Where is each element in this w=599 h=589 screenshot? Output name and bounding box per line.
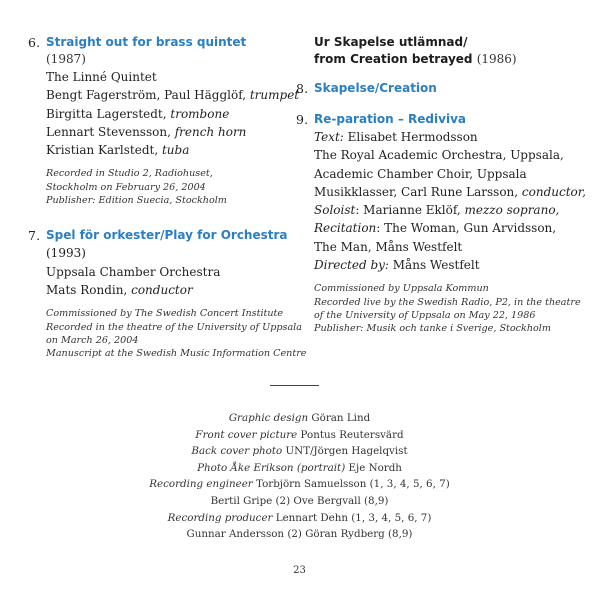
recording-note: Stockholm on February 26, 2004 (46, 181, 206, 193)
work-title-line-2: from Creation betrayed (1986) (314, 52, 517, 66)
conductor: Mats Rondin, conductor (46, 282, 193, 297)
recording-note: Recorded live by the Swedish Radio, P2, in the theatre (314, 296, 581, 308)
track-7 (28, 227, 307, 360)
recording-note: of the University of Uppsala on May 22, 1986 (314, 309, 536, 321)
credit-line: Graphic design Göran Lind (228, 412, 371, 424)
track-number: 7. (28, 228, 41, 244)
credit-line: Recording engineer Torbjörn Samuelsson (1, 3, 4, 5, 6, 7) (149, 478, 450, 491)
performer: Birgitta Lagerstedt, trombone (46, 106, 230, 121)
track-year: (1993) (46, 246, 86, 261)
divider (270, 385, 319, 386)
recording-note: Recorded in Studio 2, Radiohuset, (46, 168, 213, 180)
recitation-credit: Recitation: The Woman, Gun Arvidsson, (314, 221, 557, 236)
performer: Lennart Stevensson, french horn (46, 124, 247, 139)
track-6 (28, 34, 300, 207)
track-8 (296, 80, 586, 97)
credit-line: Front cover picture Pontus Reutersvärd (195, 428, 404, 441)
track-title: Skapelse/Creation (314, 81, 437, 95)
orchestra-line: Musikklasser, Carl Rune Larsson, conductor, (314, 184, 586, 199)
recording-note: Commissioned by Uppsala Kommun (314, 283, 489, 295)
recording-note: Publisher: Musik och tanke i Sverige, Stockholm (314, 323, 551, 335)
credit-line: Recording producer Lennart Dehn (1, 3, 4, 5, 6, 7) (167, 511, 432, 524)
left-column (28, 34, 307, 360)
recitation-credit-cont: The Man, Måns Westfelt (314, 239, 463, 254)
production-credits (0, 410, 599, 543)
track-year: (1987) (46, 52, 86, 66)
track-title: Spel för orkester/Play for Orchestra (46, 228, 288, 243)
performer: Kristian Karlstedt, tuba (46, 143, 190, 158)
credit-line: Gunnar Andersson (2) Göran Rydberg (8,9) (186, 528, 413, 541)
recording-note: Manuscript at the Swedish Music Information Centre (46, 348, 307, 360)
recording-note: Publisher: Edition Suecia, Stockholm (46, 195, 227, 207)
director-credit: Directed by: Måns Westfelt (314, 258, 480, 273)
recording-note: on March 26, 2004 (46, 334, 139, 346)
page-number: 23 (293, 565, 306, 576)
credit-line: Bertil Gripe (2) Ove Bergvall (8,9) (210, 494, 389, 507)
ensemble: Uppsala Chamber Orchestra (46, 264, 221, 279)
work-title-line-1: Ur Skapelse utlämnad/ (314, 35, 468, 49)
track-title: Re-paration – Rediviva (314, 112, 466, 126)
track-number: 8. (296, 81, 309, 96)
track-number: 6. (28, 35, 41, 50)
ensemble: The Linné Quintet (46, 70, 157, 84)
work-heading (296, 34, 586, 68)
credit-line: Back cover photo UNT/Jörgen Hagelqvist (191, 445, 408, 458)
track-number: 9. (296, 112, 309, 127)
soloist-credit: Soloist: Marianne Eklöf, mezzo soprano, (314, 203, 560, 218)
right-column (296, 34, 586, 336)
track-title: Straight out for brass quintet (1987) (46, 35, 247, 66)
recording-note: Recorded in the theatre of the University of Uppsala (46, 321, 302, 333)
track-9 (296, 111, 586, 336)
credit-line: Photo Åke Erikson (portrait) Eje Nordh (197, 461, 402, 474)
orchestra-line: Academic Chamber Choir, Uppsala (314, 166, 527, 181)
text-credit: Text: Elisabet Hermodsson (314, 130, 478, 144)
orchestra-line: The Royal Academic Orchestra, Uppsala, (314, 148, 564, 163)
performer: Bengt Fagerström, Paul Hägglöf, trumpet (46, 88, 300, 103)
recording-note: Commissioned by The Swedish Concert Institute (46, 308, 284, 320)
